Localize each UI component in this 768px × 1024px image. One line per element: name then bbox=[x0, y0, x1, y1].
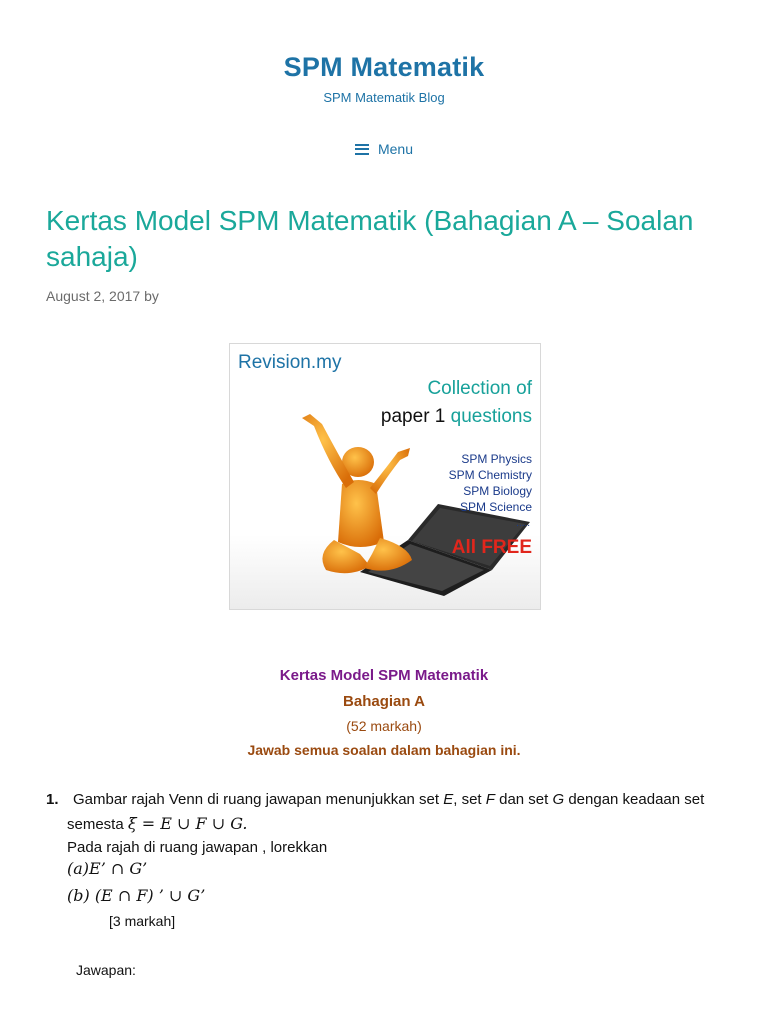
universal-set-formula: ξ = E ∪ F ∪ G. bbox=[127, 814, 248, 833]
set-e: E bbox=[443, 791, 454, 808]
question-part-a: (a)E’ ∩ G’ bbox=[67, 859, 148, 878]
ad-subject: SPM Science bbox=[459, 500, 532, 514]
question-text: dan set bbox=[494, 791, 553, 808]
post-title: Kertas Model SPM Matematik (Bahagian A – Soalan sahaja) bbox=[46, 205, 694, 272]
set-f: F bbox=[485, 791, 495, 808]
question-number: 1. bbox=[46, 791, 59, 808]
section-instruction: Jawab semua soalan dalam bahagian ini. bbox=[247, 742, 521, 758]
revision-ad-banner[interactable] bbox=[229, 343, 541, 610]
ad-free-label: All FREE bbox=[451, 537, 532, 558]
ad-subject: SPM Physics bbox=[461, 452, 532, 466]
set-g: G bbox=[552, 791, 565, 808]
question-line-3: Pada rajah di ruang jawapan , lorekkan bbox=[67, 839, 328, 856]
ad-brand: Revision.my bbox=[238, 352, 342, 373]
ad-collection-line1: Collection of bbox=[427, 378, 532, 399]
post-date[interactable]: August 2, 2017 bbox=[46, 288, 141, 304]
ad-questions-text: questions bbox=[450, 406, 532, 427]
site-description: SPM Matematik Blog bbox=[323, 90, 445, 105]
hamburger-icon bbox=[355, 144, 369, 155]
menu-button[interactable] bbox=[0, 141, 768, 157]
question-text: Gambar rajah Venn di ruang jawapan menunjukkan set bbox=[73, 791, 444, 808]
ad-paper-text: paper 1 bbox=[380, 406, 446, 427]
section-heading: Bahagian A bbox=[343, 693, 425, 710]
question-line-1 bbox=[73, 791, 704, 808]
post-byline: by bbox=[144, 288, 159, 304]
question-text: dengan keadaan set bbox=[564, 791, 705, 808]
post-meta bbox=[46, 288, 159, 304]
person-figure bbox=[302, 414, 412, 573]
question-text: semesta bbox=[67, 816, 124, 833]
question-part-b: (b) (E ∩ F) ’ ∪ G’ bbox=[67, 886, 206, 905]
question-text: , set bbox=[453, 791, 486, 808]
ad-subject: SPM Chemistry bbox=[448, 468, 532, 482]
ad-collection-line2 bbox=[381, 406, 532, 428]
answer-label: Jawapan: bbox=[76, 962, 136, 978]
question-line-2 bbox=[67, 814, 248, 833]
section-marks: (52 markah) bbox=[346, 718, 422, 734]
menu-label: Menu bbox=[377, 141, 414, 157]
ad-dots: ..... bbox=[516, 518, 530, 529]
site-title[interactable]: SPM Matematik bbox=[283, 52, 485, 82]
ad-subject: SPM Biology bbox=[463, 484, 532, 498]
paper-heading: Kertas Model SPM Matematik bbox=[279, 667, 489, 684]
question-marks: [3 markah] bbox=[109, 913, 176, 929]
